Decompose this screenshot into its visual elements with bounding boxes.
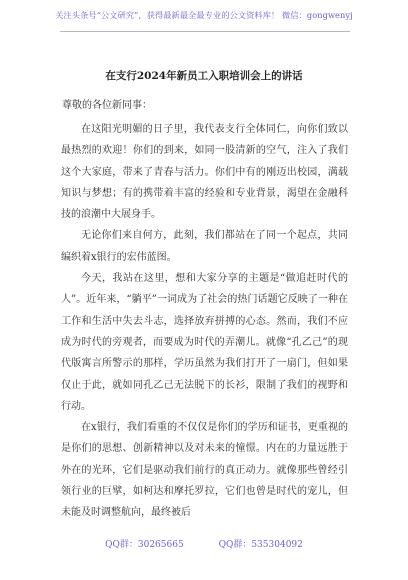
document-body	[61, 119, 348, 524]
qq-group-1: QQ群：30265665	[105, 540, 184, 550]
document-title: 在支行2024年新员工入职培训会上的讲话	[105, 70, 303, 82]
header-divider	[60, 31, 350, 32]
footer-contact	[0, 537, 408, 550]
salutation: 尊敬的各位新同事：	[62, 100, 152, 111]
qq-group-2: QQ群：535304092	[218, 540, 303, 550]
header-banner: 关注头条号“公文研究”，获得最新最全最专业的公文资料库！ 微信：gongwenyj	[55, 10, 353, 20]
paragraph: 无论你们来自何方，此刻，我们都站在了同一个起点，共同编织着x银行的宏伟蓝图。	[61, 230, 348, 263]
paragraph: 在x银行，我们看重的不仅仅是你们的学历和证书，更重视的是你们的思想、创新精神以及对未来的憧憬。内在的力量远胜于外在的光环，它们是驱动我们前行的真正动力。就像那些曾经引领行业的巨擘，如柯达和摩托罗拉，它们也曾是时代的宠儿，但未能及时调整航向，最终被后	[61, 422, 348, 519]
paragraph: 在这阳光明媚的日子里，我代表支行全体同仁，向你们致以最热烈的欢迎！你们的到来，如同一股清新的空气，注入了我们这个大家庭，带来了青春与活力。你们中有的刚迈出校园，满载知识与梦想；有的携带着丰富的经验和专业背景，渴望在金融科技的浪潮中大展身手。	[61, 124, 348, 221]
paragraph: 今天，我站在这里，想和大家分享的主题是“做追赶时代的人”。近年来，“躺平”一词成为了社会的热门话题它反映了一种在工作和生活中失去斗志，选择放弃拼搏的心态。然而，我们不应成为时代的旁观者，而要成为时代的弄潮儿。就像“孔乙己”的现代版寓言所警示的那样，学历虽然为我们打开了一扇门，但如果仅止于此，就如同孔乙己无法脱下的长衫，限制了我们的视野和行动。	[61, 273, 348, 412]
